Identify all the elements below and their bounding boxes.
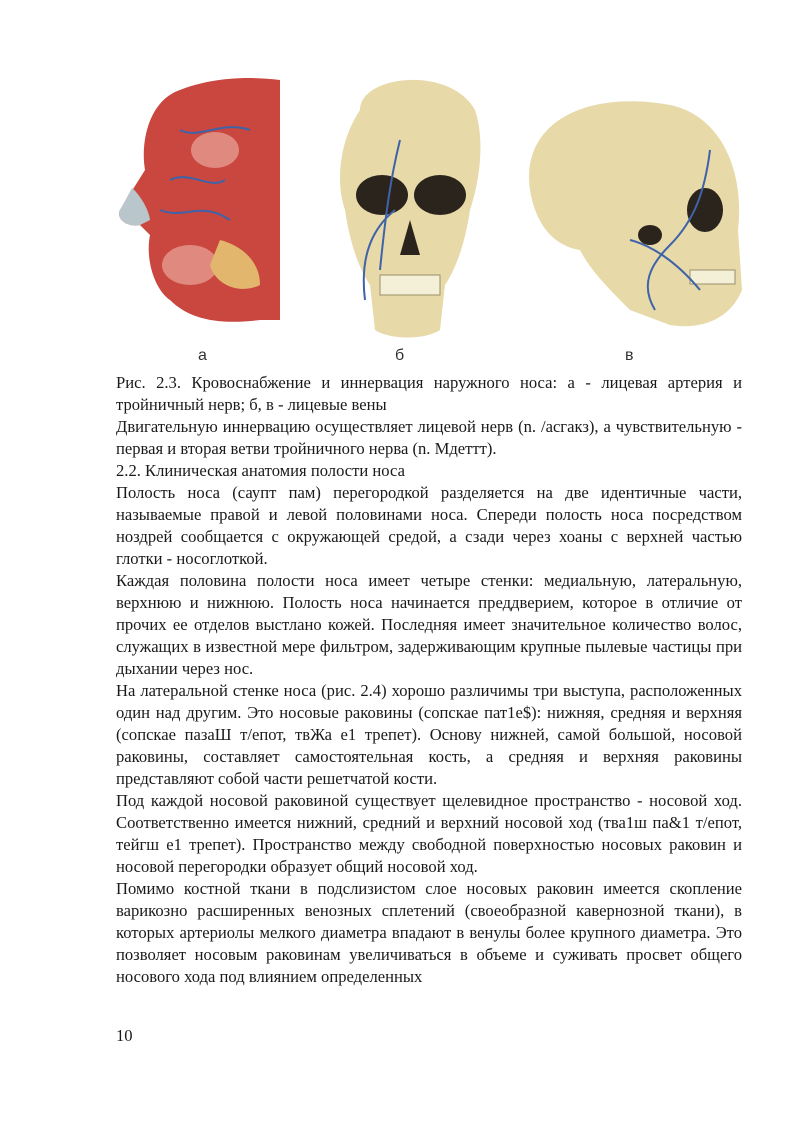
section-heading: 2.2. Клиническая анатомия полости носа — [116, 461, 405, 480]
panel-c-skull-lateral — [529, 101, 742, 326]
page-number: 10 — [116, 1026, 133, 1045]
panel-b-skull-front — [340, 80, 480, 338]
panel-a-face-arteries — [119, 78, 280, 322]
paragraph: Каждая половина полости носа имеет четыре стенки: медиальную, латеральную, верхнюю и нижнюю. Полость носа начинается преддверием, которое в отличие от прочих ее отделов выстлано кожей. Последняя имеет значительное количество волос, служащих в известной мере фильтром, задерживающим крупные пылевые частицы при дыхании через нос. — [116, 571, 742, 678]
paragraph: Двигательную иннервацию осуществляет лицевой нерв (n. /асгакз), а чувствительную - первая и вторая ветви тройничного нерва (n. Мдеттт). — [116, 417, 742, 458]
paragraph: Помимо костной ткани в подслизистом слое носовых раковин имеется скопление варикозно расширенных венозных сплетений (своеобразной кавернозной ткани), в которых артериолы мелкого диаметра впадают в венулы более крупного диаметра. Это позволяет носовым раковинам увеличиваться в объеме и суживать просвет общего носового хода под влиянием определенных — [116, 879, 742, 986]
paragraph: Под каждой носовой раковиной существует щелевидное пространство - носовой ход. Соответственно имеется нижний, средний и верхний носовой ход (тва1ш па&1 т/епот, тейгш е1 трепет). Пространство между свободной поверхностью носовых раковин и носовой перегородки образует общий носовой ход. — [116, 791, 742, 876]
panel-label-a: а — [198, 347, 207, 364]
anatomy-figure — [110, 70, 750, 370]
paragraph: На латеральной стенке носа (рис. 2.4) хорошо различимы три выступа, расположенных один над другим. Это носовые раковины (сопскае пат1е$): нижняя, средняя и верхняя (сопскае пазаШ т/епот, твЖа е1 трепет). Основу нижней, самой большой, носовой раковины, составляет самостоятельная кость, а средняя и верхняя раковины представляют собой части решетчатой кости. — [116, 681, 742, 788]
figure-caption: Рис. 2.3. Кровоснабжение и иннервация наружного носа: а - лицевая артерия и тройничный нерв; б, в - лицевые вены — [116, 373, 742, 414]
page-body — [116, 372, 742, 988]
anatomy-illustration — [110, 70, 750, 370]
paragraph: Полость носа (саупт пам) перегородкой разделяется на две идентичные части, называемые правой и левой половинами носа. Спереди полость носа посредством ноздрей сообщается с окружающей средой, а сзади через хоаны с верхней частью глотки - носоглоткой. — [116, 483, 742, 568]
panel-label-b: б — [395, 347, 405, 364]
panel-label-c: в — [625, 347, 634, 364]
